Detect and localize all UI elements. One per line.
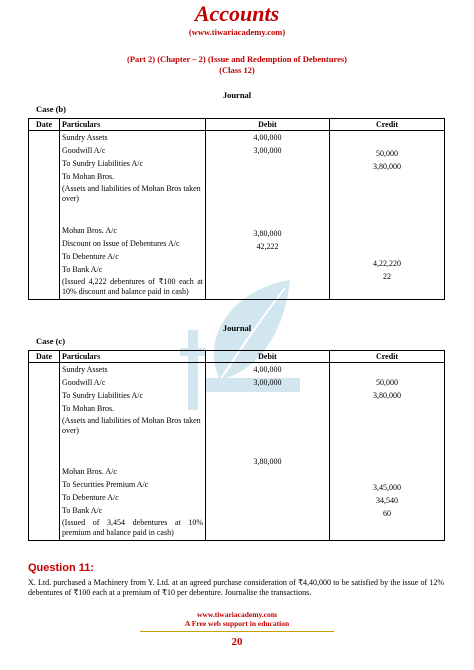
journal-table-b (28, 118, 445, 300)
list-item: Mohan Bros. A/c (62, 226, 117, 235)
list-item: Sundry Assets (62, 365, 108, 374)
list-item: To Bank A/c (62, 265, 103, 274)
header-date: Date (29, 119, 60, 131)
footer-divider (140, 631, 334, 632)
case-c-label: Case (c) (36, 336, 66, 346)
particulars-cell (60, 363, 206, 541)
footer-tagline: A Free web support in education (184, 619, 290, 628)
list-item: To Debenture A/c (62, 493, 119, 502)
narration: (Issued of 3,454 debentures at 10% premium and balance paid in cash) (62, 518, 203, 537)
case-b-label: Case (b) (36, 104, 66, 114)
footer-url[interactable]: www.tiwariacademy.com (197, 610, 277, 619)
debit-value: 3,80,000 (253, 457, 282, 466)
credit-value: 50,000 (376, 149, 398, 158)
narration: (Assets and liabilities of Mohan Bros taken over) (62, 416, 201, 435)
credit-value: 3,45,000 (373, 483, 401, 492)
list-item: To Mohan Bros. (62, 172, 115, 181)
debit-cell (206, 131, 330, 300)
spacer (62, 438, 203, 465)
debit-cell (206, 363, 330, 541)
list-item: Goodwill A/c (62, 378, 106, 387)
credit-value: 60 (383, 509, 391, 518)
question-text: X. Ltd. purchased a Machinery from Y. Ltd. at an agreed purchase consideration of ₹4,40,000 to be satisfied by the issue of 12% debentures of ₹100 each at a premium of ₹10 per debenture. Journalise the transactions. (28, 578, 444, 597)
debit-value: 3,80,000 (253, 229, 282, 238)
list-item: Discount on Issue of Debentures A/c (62, 239, 180, 248)
debit-value: 3,00,000 (253, 378, 282, 387)
credit-value: 34,540 (376, 496, 398, 505)
credit-value: 4,22,220 (373, 259, 401, 268)
header-credit: Credit (330, 351, 445, 363)
list-item: To Mohan Bros. (62, 404, 115, 413)
date-cell (29, 131, 60, 300)
list-item: Mohan Bros. A/c (62, 467, 117, 476)
credit-value: 50,000 (376, 378, 398, 387)
question-title: Question 11: (28, 562, 95, 574)
credit-value: 3,80,000 (373, 162, 401, 171)
journal-c-title: Journal (222, 323, 252, 333)
journal-table-c (28, 350, 445, 541)
credit-value: 3,80,000 (373, 391, 401, 400)
list-item: To Debenture A/c (62, 252, 119, 261)
list-item: To Securities Premium A/c (62, 480, 149, 489)
chapter-subtitle: (Part 2) (Chapter – 2) (Issue and Redemption of Debentures) (127, 54, 347, 64)
narration: (Issued 4,222 debentures of ₹100 each at 10% discount and balance paid in cash) (62, 277, 203, 296)
list-item: To Sundry Liabilities A/c (62, 391, 143, 400)
credit-cell (330, 363, 445, 541)
spacer (62, 206, 203, 224)
header-particulars: Particulars (60, 119, 206, 131)
header-debit: Debit (206, 119, 330, 131)
particulars-cell (60, 131, 206, 300)
class-label: (Class 12) (219, 65, 255, 75)
page-number: 20 (231, 636, 243, 648)
debit-value: 3,00,000 (253, 146, 282, 155)
header-particulars: Particulars (60, 351, 206, 363)
header-date: Date (29, 351, 60, 363)
debit-value: 42,222 (256, 242, 279, 251)
narration: (Assets and liabilities of Mohan Bros taken over) (62, 184, 201, 203)
list-item: To Sundry Liabilities A/c (62, 159, 143, 168)
debit-value: 4,00,000 (253, 365, 282, 374)
list-item: Goodwill A/c (62, 146, 106, 155)
date-cell (29, 363, 60, 541)
header-credit: Credit (330, 119, 445, 131)
page-title: Accounts (194, 1, 280, 26)
journal-b-title: Journal (222, 90, 252, 100)
debit-value: 4,00,000 (253, 133, 282, 142)
credit-value: 22 (383, 272, 391, 281)
header-debit: Debit (206, 351, 330, 363)
credit-cell (330, 131, 445, 300)
header-url: (www.tiwariacademy.com) (188, 27, 286, 37)
list-item: Sundry Assets (62, 133, 108, 142)
list-item: To Bank A/c (62, 506, 103, 515)
